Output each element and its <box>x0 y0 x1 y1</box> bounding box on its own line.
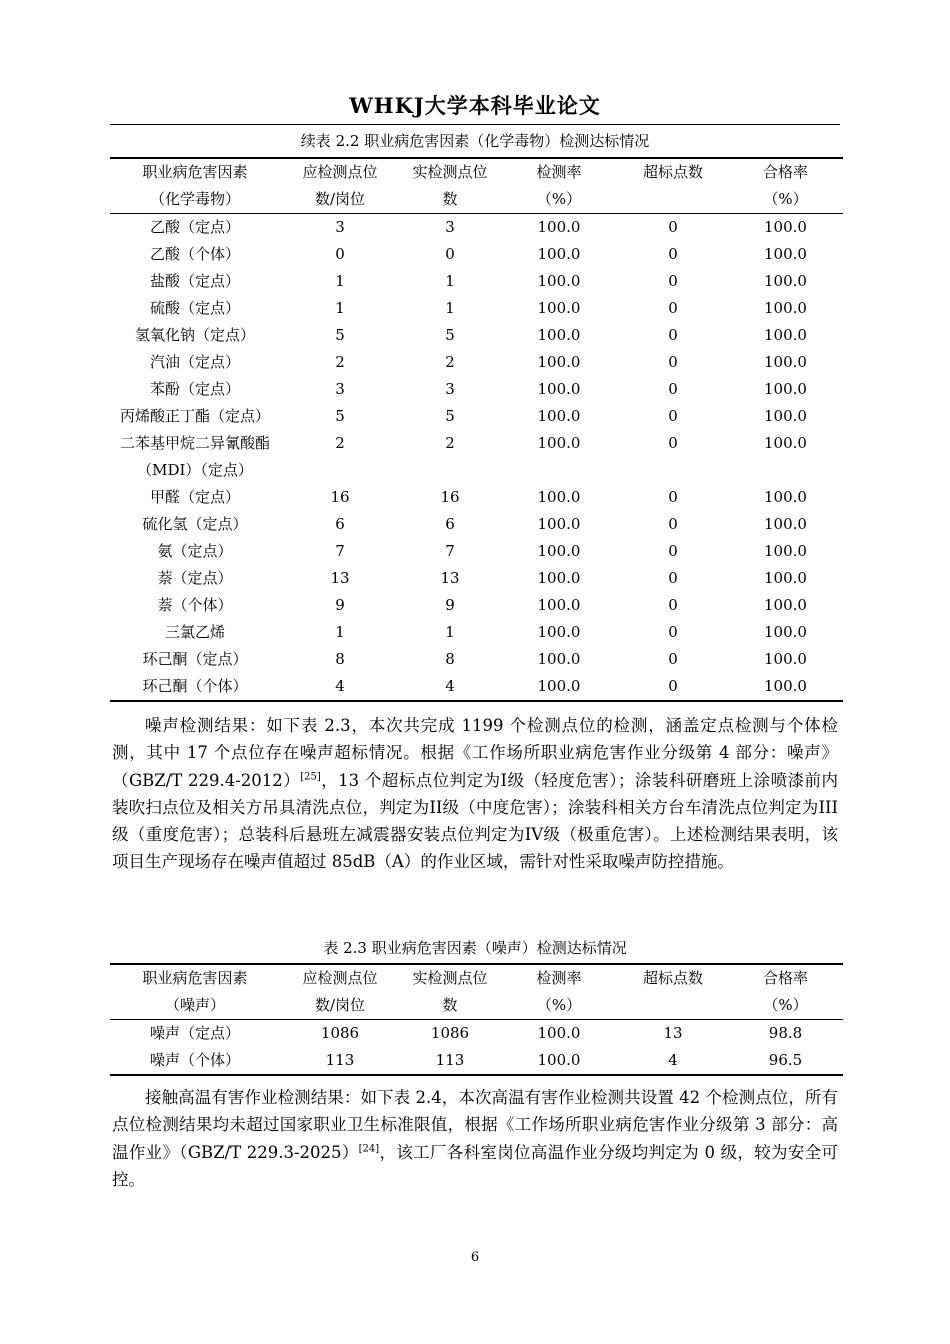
table-cell: 100.0 <box>764 488 807 506</box>
table2-caption: 表 2.3 职业病危害因素（噪声）检测达标情况 <box>323 939 627 957</box>
table-cell: 萘（定点） <box>157 569 233 587</box>
table-cell: 苯酚（定点） <box>149 380 240 398</box>
table-cell: 2 <box>445 434 455 452</box>
table-cell: 100.0 <box>764 380 807 398</box>
table-cell: 100.0 <box>537 434 581 452</box>
header-cell: 数/岗位 <box>280 992 400 1020</box>
table-cell: 6 <box>335 515 345 533</box>
table-cell: 100.0 <box>537 218 581 236</box>
table-cell: 113 <box>400 1047 500 1075</box>
table-cell: 环己酮（定点） <box>142 650 248 668</box>
table-cell: 100.0 <box>537 596 581 614</box>
table-cell: 环己酮（个体） <box>110 673 280 701</box>
table-cell: 100.0 <box>500 1047 618 1075</box>
table-cell: 100.0 <box>537 245 581 263</box>
table-cell: 噪声（个体） <box>110 1047 280 1075</box>
table-row <box>110 268 843 295</box>
table-cell: 7 <box>335 542 345 560</box>
table-cell: 100.0 <box>537 299 581 317</box>
table-cell: 13 <box>330 569 350 587</box>
table-cell: 盐酸（定点） <box>149 272 240 290</box>
table-cell: 0 <box>668 326 678 344</box>
table-cell: 100.0 <box>537 569 581 587</box>
header-cell: 检测率 <box>500 964 618 992</box>
running-header: WHKJ大学本科毕业论文 <box>349 93 601 118</box>
table-cell: 3 <box>335 218 345 236</box>
table-cell: 100.0 <box>537 515 581 533</box>
table-row <box>110 1020 843 1048</box>
table-cell: 100.0 <box>537 407 581 425</box>
header-cell: 职业病危害因素 <box>110 158 280 186</box>
paragraph-text: ，13 个超标点位判定为I级（轻度危害）；涂装科研磨班上涂喷漆前内装吹扫点位及相关方吊具清洗点位，判定为II级（中度危害）；涂装科相关方台车清洗点位判定为III级（重度危害）；总装科后悬班左减震器安装点位判定为IV级（极重危害）。上述检测结果表明，该项目生产现场存在噪声值超过 85dB（A）的作业区域，需针对性采取噪声防控措施。 <box>112 770 838 872</box>
table-row <box>110 592 843 619</box>
table-row <box>110 322 843 349</box>
table-cell: 5 <box>335 407 345 425</box>
table-row <box>110 241 843 268</box>
table-cell: 二苯基甲烷二异氰酸酯（MDI）（定点） <box>119 434 270 479</box>
table-cell: 96.5 <box>728 1047 843 1075</box>
page-number: 6 <box>470 1250 480 1265</box>
table-cell: 0 <box>668 299 678 317</box>
table-cell: 丙烯酸正丁酯（定点） <box>119 407 270 425</box>
table-row <box>110 646 843 673</box>
table-cell: 0 <box>668 596 678 614</box>
table-cell: 100.0 <box>537 623 581 641</box>
table-cell: 1 <box>445 623 455 641</box>
table-cell: 0 <box>668 218 678 236</box>
table-row <box>110 511 843 538</box>
table-cell: 1 <box>335 623 345 641</box>
header-cell: 数/岗位 <box>280 186 400 214</box>
table-cell: 5 <box>445 326 455 344</box>
table-cell: 100.0 <box>764 272 807 290</box>
table-cell: 100.0 <box>764 218 807 236</box>
table-cell: 4 <box>618 1047 728 1075</box>
table-header-row <box>110 964 843 992</box>
header-cell: 应检测点位 <box>280 964 400 992</box>
table-row <box>110 565 843 592</box>
table-cell: 100.0 <box>764 650 807 668</box>
noise-hazard-table <box>110 963 843 1076</box>
table-row <box>110 214 843 242</box>
table-cell: 100.0 <box>728 673 843 701</box>
table-cell: 100.0 <box>764 353 807 371</box>
table-cell: 100.0 <box>764 623 807 641</box>
table-row <box>110 538 843 565</box>
table-cell: 0 <box>668 569 678 587</box>
table-cell: 100.0 <box>764 326 807 344</box>
table-cell: 3 <box>445 380 455 398</box>
table-header-row <box>110 158 843 186</box>
table-row <box>110 376 843 403</box>
table-cell: 硫化氢（定点） <box>142 515 248 533</box>
table-cell: 100.0 <box>537 1024 581 1042</box>
header-cell: 超标点数 <box>618 964 728 992</box>
table-cell: 6 <box>445 515 455 533</box>
table-cell: 乙酸（个体） <box>149 245 240 263</box>
table-cell: 4 <box>280 673 400 701</box>
table-cell: 0 <box>668 434 678 452</box>
table-cell: 0 <box>445 245 455 263</box>
table-cell: 113 <box>280 1047 400 1075</box>
table-cell: 氨（定点） <box>157 542 233 560</box>
table-cell: 100.0 <box>537 488 581 506</box>
table-cell: 0 <box>668 272 678 290</box>
table-row <box>110 673 843 701</box>
table-cell: 100.0 <box>764 569 807 587</box>
table-cell: 100.0 <box>537 272 581 290</box>
table-row <box>110 295 843 322</box>
table-cell: 100.0 <box>537 326 581 344</box>
header-cell: 合格率 <box>728 964 843 992</box>
chemical-hazard-table <box>110 157 843 702</box>
header-cell: （噪声） <box>110 992 280 1020</box>
table1-caption: 续表 2.2 职业病危害因素（化学毒物）检测达标情况 <box>300 132 650 150</box>
table-cell: 100.0 <box>764 542 807 560</box>
table-cell: 0 <box>668 353 678 371</box>
table-cell: 100.0 <box>764 434 807 452</box>
paragraph-text: 接触高温有害作业检测结果：如下表 2.4，本次高温有害作业检测共设置 42 个检测点位，所有点位检测结果均未超过国家职业卫生标准限值，根据《工作场所职业病危害作业分级第 3 部分：高温作业》（GBZ/T 229.3-2025） <box>112 1088 838 1162</box>
header-cell: 实检测点位 <box>400 964 500 992</box>
table-cell: 100.0 <box>537 353 581 371</box>
table-cell: 7 <box>445 542 455 560</box>
header-cell: 合格率 <box>728 158 843 186</box>
table-cell: 1 <box>445 299 455 317</box>
header-cell: 检测率 <box>500 158 618 186</box>
table-cell: 13 <box>440 569 460 587</box>
paragraph-text: 噪声检测结果：如下表 2.3，本次共完成 1199 个检测点位的检测，涵盖定点检测与个体检测，其中 17 个点位存在噪声超标情况。根据《工作场所职业病危害作业分级第 4 部分：噪声》（GBZ/T 229.4-2012） <box>112 716 838 790</box>
table-cell: 2 <box>445 353 455 371</box>
paragraph-text: ，该工厂各科室岗位高温作业分级均判定为 0 级，较为安全可控。 <box>112 1142 838 1189</box>
table-cell: 100.0 <box>764 245 807 263</box>
table-cell: 3 <box>445 218 455 236</box>
table-cell: 1 <box>335 299 345 317</box>
header-rule <box>110 124 840 125</box>
table-cell: 0 <box>668 245 678 263</box>
header-cell: （%） <box>500 992 618 1020</box>
table-cell: 噪声（定点） <box>149 1024 240 1042</box>
table-cell: 100.0 <box>764 299 807 317</box>
table-cell: 98.8 <box>768 1024 803 1042</box>
header-cell: （%） <box>500 186 618 214</box>
table-cell: 0 <box>618 673 728 701</box>
table-cell: 0 <box>668 488 678 506</box>
citation-ref: [25] <box>300 771 321 783</box>
table-cell: 甲醛（定点） <box>149 488 240 506</box>
header-cell: 职业病危害因素 <box>110 964 280 992</box>
table-cell: 1 <box>445 272 455 290</box>
header-cell: （%） <box>728 186 843 214</box>
table-cell: 氢氧化钠（定点） <box>134 326 255 344</box>
table-cell: 100.0 <box>537 380 581 398</box>
table-cell: 三氯乙烯 <box>164 623 225 641</box>
table-cell: 100.0 <box>764 515 807 533</box>
table-cell: 2 <box>335 434 345 452</box>
table-row <box>110 349 843 376</box>
table-cell: 0 <box>668 407 678 425</box>
table-cell: 0 <box>668 542 678 560</box>
header-cell: 数 <box>400 992 500 1020</box>
table-cell: 5 <box>445 407 455 425</box>
header-cell: 应检测点位 <box>280 158 400 186</box>
table-cell: 1086 <box>430 1024 470 1042</box>
citation-ref: [24] <box>358 1143 380 1155</box>
table-cell: 乙酸（定点） <box>149 218 240 236</box>
header-cell <box>618 186 728 214</box>
table-cell: 0 <box>668 515 678 533</box>
table-cell: 8 <box>445 650 455 668</box>
table-cell: 8 <box>335 650 345 668</box>
table-cell: 0 <box>668 650 678 668</box>
table-cell: 9 <box>335 596 345 614</box>
noise-results-paragraph <box>112 712 838 876</box>
table-cell: 0 <box>668 380 678 398</box>
table-cell: 0 <box>335 245 345 263</box>
table-cell: 16 <box>330 488 350 506</box>
table-cell: 100.0 <box>764 407 807 425</box>
table-row <box>110 403 843 430</box>
table-cell: 100.0 <box>500 673 618 701</box>
table-row <box>110 484 843 511</box>
table-cell: 9 <box>445 596 455 614</box>
table-cell: 16 <box>440 488 460 506</box>
heat-results-paragraph <box>112 1084 838 1193</box>
header-cell: 数 <box>400 186 500 214</box>
header-cell: （化学毒物） <box>110 186 280 214</box>
table-cell: 100.0 <box>537 542 581 560</box>
table-cell: 100.0 <box>764 596 807 614</box>
table-cell: 1086 <box>320 1024 360 1042</box>
table-cell: 萘（个体） <box>157 596 233 614</box>
table-cell: 100.0 <box>537 650 581 668</box>
table-cell: 3 <box>335 380 345 398</box>
header-cell: （%） <box>728 992 843 1020</box>
table-cell: 13 <box>663 1024 683 1042</box>
table-cell: 硫酸（定点） <box>149 299 240 317</box>
header-cell: 实检测点位 <box>400 158 500 186</box>
table-cell: 1 <box>335 272 345 290</box>
header-cell <box>618 992 728 1020</box>
table-header-row <box>110 992 843 1020</box>
table-cell: 4 <box>400 673 500 701</box>
table-cell: 2 <box>335 353 345 371</box>
table-row <box>110 619 843 646</box>
header-cell: 超标点数 <box>618 158 728 186</box>
table-cell: 5 <box>335 326 345 344</box>
table-row <box>110 1047 843 1075</box>
table-cell: 汽油（定点） <box>149 353 240 371</box>
table-cell: 0 <box>668 623 678 641</box>
table-row <box>110 430 843 484</box>
table-header-row <box>110 186 843 214</box>
